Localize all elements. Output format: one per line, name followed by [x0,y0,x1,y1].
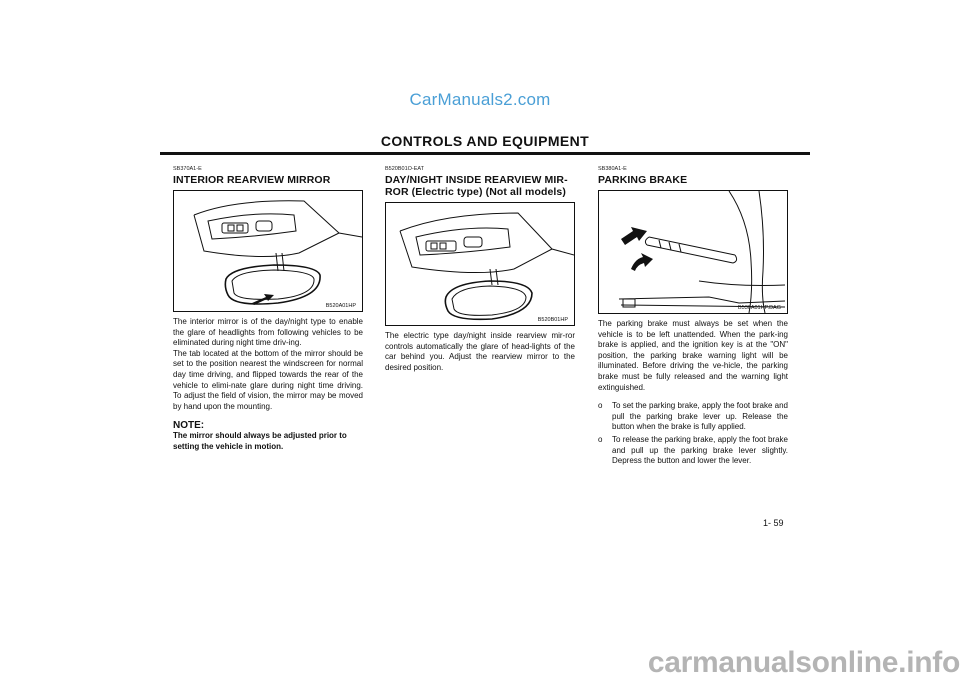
parking-brake-illustration [599,191,785,313]
watermark-bottom: carmanualsonline.info [647,646,960,679]
list-item-text: To release the parking brake, apply the foot brake and pull up the parking brake lever slightly. Depress the button and lower the lever. [612,434,788,466]
instruction-list [598,401,788,467]
note-title: NOTE: [173,420,205,432]
note-text: The mirror should always be adjusted prior to setting the vehicle in motion. [173,431,347,451]
paragraph: The electric type day/night inside rearview mir-ror controls automatically the glare of head-lights of the car behind you. Adjust the rearview mirror to the desired position. [385,331,575,372]
column-interior-mirror [173,166,363,453]
page-header: CONTROLS AND EQUIPMENT [380,133,590,149]
list-item [598,401,788,433]
section-code: SB380A1-E [598,166,627,172]
paragraph: The parking brake must always be set when the vehicle is to be left unattended. When the park-ing brake is applied, and the ignition key is at the "ON" position, the parking brake warning light will be illuminated. Before driving the ve-hicle, the parking brake must be fully released and the warning light extinguished. [598,319,788,392]
section-code: B520B01O-EAT [385,166,425,172]
electric-mirror-illustration [386,203,574,325]
section-title: PARKING BRAKE [598,174,688,186]
column-parking-brake [598,166,788,469]
page-number: 1- 59 [763,518,784,528]
figure-interior-mirror [173,190,363,312]
figure-label: B520B01HP [537,317,568,323]
figure-parking-brake [598,190,788,314]
header-rule [160,152,810,155]
watermark-top: CarManuals2.com [409,90,551,109]
mirror-illustration [174,191,362,311]
figure-label: B530A01HP.DAG [737,305,781,311]
paragraph: The tab located at the bottom of the mirror should be set to the position nearest the windscreen for normal day time driving, and flipped towards the rear of the vehicle to elimi-nate glare during night time driving. To adjust the field of vision, the mirror may be moved by hand upon the mounting. [173,348,363,411]
paragraph: The interior mirror is of the day/night type to enable the glare of headlights from following vehicles to be eliminated during night time driv-ing. [173,317,363,348]
section-title: INTERIOR REARVIEW MIRROR [173,174,331,186]
list-bullet: o [598,434,603,444]
list-bullet: o [598,401,603,411]
list-item-text: To set the parking brake, apply the foot brake and pull the parking brake lever up. Release the button when the brake is fully applied. [612,401,788,432]
column-electric-mirror [385,166,575,373]
figure-electric-mirror [385,202,575,326]
section-title: DAY/NIGHT INSIDE REARVIEW MIR-ROR (Electric type) (Not all models) [385,174,568,198]
section-code: SB370A1-E [173,166,202,172]
list-item [598,435,788,467]
figure-label: B520A01HP [325,303,356,309]
